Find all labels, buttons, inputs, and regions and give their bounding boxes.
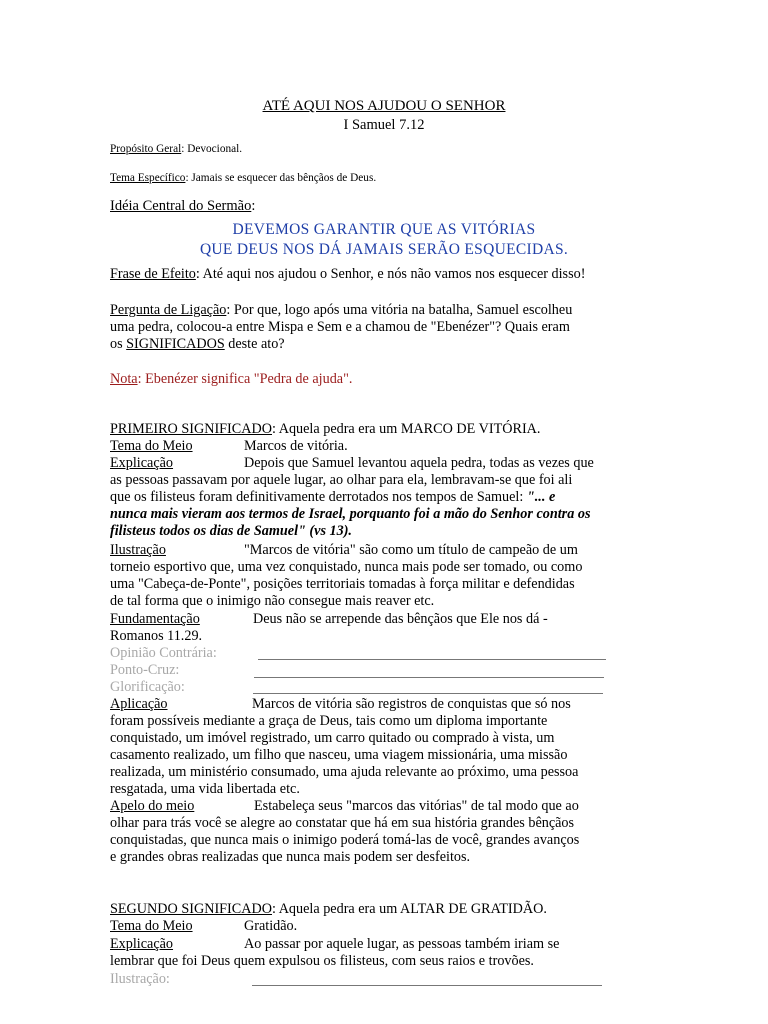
primeiro-heading-value: : Aquela pedra era um MARCO DE VITÓRIA.: [272, 421, 541, 437]
ponto-cruz-label: Ponto-Cruz:: [110, 662, 180, 678]
fundamentacao-label: Fundamentação: [110, 611, 200, 627]
ilustracao-text-1: "Marcos de vitória" são como um título de campeão de um: [244, 542, 578, 558]
segundo-heading: [110, 901, 547, 918]
primeiro-ilustracao-4: de tal forma que o inimigo não consegue mais reaver etc.: [110, 593, 435, 609]
pergunta-text-1: : Por que, logo após uma vitória na batalha, Samuel escolheu: [226, 302, 573, 318]
explicacao-label: Explicação: [110, 455, 174, 471]
pergunta-pre: os: [110, 336, 127, 352]
primeiro-aplicacao-3: conquistado, um imóvel registrado, um carro quitado ou comprado à vista, um: [110, 730, 555, 746]
bible-reference: I Samuel 7.12: [343, 117, 425, 133]
frase-label: Frase de Efeito: [110, 266, 196, 282]
segundo-explicacao-1: [110, 936, 559, 953]
explicacao-text-3: que os filisteus foram definitivamente derrotados nos tempos de Samuel:: [110, 489, 527, 505]
ideia-text-line-2: QUE DEUS NOS DÁ JAMAIS SERÃO ESQUECIDAS.: [199, 241, 569, 258]
tema-meio-value: Marcos de vitória.: [244, 438, 348, 454]
tema-especifico-value: : Jamais se esquecer das bênçãos de Deus.: [185, 172, 377, 184]
pergunta-label: Pergunta de Ligação: [110, 302, 227, 318]
primeiro-apelo-3: conquistadas, que nunca mais o inimigo poderá tomá-las de você, grandes avanços: [110, 832, 580, 848]
segundo-heading-value: : Aquela pedra era um ALTAR DE GRATIDÃO.: [271, 901, 547, 917]
segundo-tema-label: Tema do Meio: [110, 918, 193, 934]
primeiro-apelo-4: e grandes obras realizadas que nunca mais podem ser desfeitos.: [110, 849, 471, 865]
segundo-ilustracao-label: Ilustração:: [110, 971, 170, 987]
tema-especifico: [110, 170, 376, 187]
proposito-geral: [110, 141, 242, 158]
pergunta-post: deste ato?: [224, 336, 285, 352]
segundo-explicacao-label: Explicação: [110, 936, 174, 952]
ideia-central-label: Idéia Central do Sermão: [110, 198, 252, 214]
tema-meio-label: Tema do Meio: [110, 438, 193, 454]
ideia-central-value: :: [251, 198, 256, 214]
primeiro-fundamentacao-1: [110, 611, 548, 628]
primeiro-aplicacao-6: resgatada, uma vida libertada etc.: [110, 781, 300, 797]
pergunta-line-1: [110, 302, 572, 319]
nota: [110, 371, 352, 388]
segundo-ilustracao-blank: [252, 985, 602, 986]
primeiro-explicacao-1: [110, 455, 594, 472]
ponto-cruz-blank: [254, 677, 604, 678]
tema-especifico-label: Tema Específico: [110, 172, 186, 184]
explicacao-quote-start: "... e: [526, 489, 556, 505]
segundo-heading-label: SEGUNDO SIGNIFICADO: [110, 901, 272, 917]
primeiro-apelo-2: olhar para trás você se alegre ao constatar que há em sua história grandes bênçãos: [110, 815, 575, 831]
aplicacao-label: Aplicação: [110, 696, 168, 712]
nota-value: : Ebenézer significa "Pedra de ajuda".: [137, 371, 353, 387]
fundamentacao-text-1: Deus não se arrepende das bênçãos que Ele nos dá -: [253, 611, 548, 627]
ideia-central: [110, 198, 255, 215]
segundo-explicacao-text-1: Ao passar por aquele lugar, as pessoas também iriam se: [244, 936, 560, 952]
proposito-label: Propósito Geral: [110, 143, 182, 155]
primeiro-aplicacao-2: foram possíveis mediante a graça de Deus, tais como um diploma importante: [110, 713, 548, 729]
apelo-text-1: Estabeleça seus "marcos das vitórias" de tal modo que ao: [254, 798, 579, 814]
frase-de-efeito: [110, 266, 585, 283]
primeiro-aplicacao-5: realizada, um ministério consumado, uma ajuda relevante ao próximo, uma pessoa: [110, 764, 579, 780]
primeiro-ilustracao-2: torneio esportivo que, uma vez conquistado, nunca mais pode ser tomado, ou como: [110, 559, 583, 575]
significados-word: SIGNIFICADOS: [126, 336, 225, 352]
segundo-tema-value: Gratidão.: [244, 918, 298, 934]
primeiro-fundamentacao-2: Romanos 11.29.: [110, 628, 203, 644]
glorificacao-blank: [253, 693, 603, 694]
primeiro-tema: [110, 438, 348, 455]
explicacao-text-1: Depois que Samuel levantou aquela pedra, todas as vezes que: [244, 455, 594, 471]
primeiro-ilustracao-3: uma "Cabeça-de-Ponte", posições territoriais tomadas à força militar e defendidas: [110, 576, 575, 592]
primeiro-heading: [110, 421, 540, 438]
glorificacao-label: Glorificação:: [110, 679, 185, 695]
primeiro-explicacao-italic-2: filisteus todos os dias de Samuel" (vs 13).: [110, 523, 352, 539]
ideia-text-line-1: DEVEMOS GARANTIR QUE AS VITÓRIAS: [232, 221, 536, 238]
sermon-title: [0, 98, 768, 115]
pergunta-line-3: [110, 336, 285, 353]
primeiro-explicacao-3: [110, 489, 555, 506]
primeiro-aplicacao-1: [110, 696, 571, 713]
primeiro-apelo-1: [110, 798, 579, 815]
aplicacao-text-1: Marcos de vitória são registros de conquistas que só nos: [252, 696, 571, 712]
proposito-value: : Devocional.: [181, 143, 243, 155]
nota-label: Nota: [110, 371, 138, 387]
primeiro-explicacao-italic-1: nunca mais vieram aos termos de Israel, porquanto foi a mão do Senhor contra os: [110, 506, 591, 522]
opiniao-contraria-blank: [258, 659, 606, 660]
primeiro-aplicacao-4: casamento realizado, um filho que nasceu, uma viagem missionária, uma missão: [110, 747, 568, 763]
primeiro-heading-label: PRIMEIRO SIGNIFICADO: [110, 421, 272, 437]
frase-value: : Até aqui nos ajudou o Senhor, e nós não vamos nos esquecer disso!: [195, 266, 586, 282]
ilustracao-label: Ilustração: [110, 542, 166, 558]
segundo-explicacao-2: lembrar que foi Deus quem expulsou os filisteus, com seus raios e trovões.: [110, 953, 534, 969]
primeiro-ilustracao-1: [110, 542, 578, 559]
pergunta-line-2: uma pedra, colocou-a entre Mispa e Sem e a chamou de "Ebenézer"? Quais eram: [110, 319, 570, 335]
opiniao-contraria-label: Opinião Contrária:: [110, 645, 217, 661]
segundo-tema: [110, 918, 297, 935]
apelo-label: Apelo do meio: [110, 798, 195, 814]
primeiro-explicacao-2: as pessoas passavam por aquele lugar, ao olhar para ela, lembravam-se que foi ali: [110, 472, 573, 488]
title-text: ATÉ AQUI NOS AJUDOU O SENHOR: [262, 98, 506, 114]
